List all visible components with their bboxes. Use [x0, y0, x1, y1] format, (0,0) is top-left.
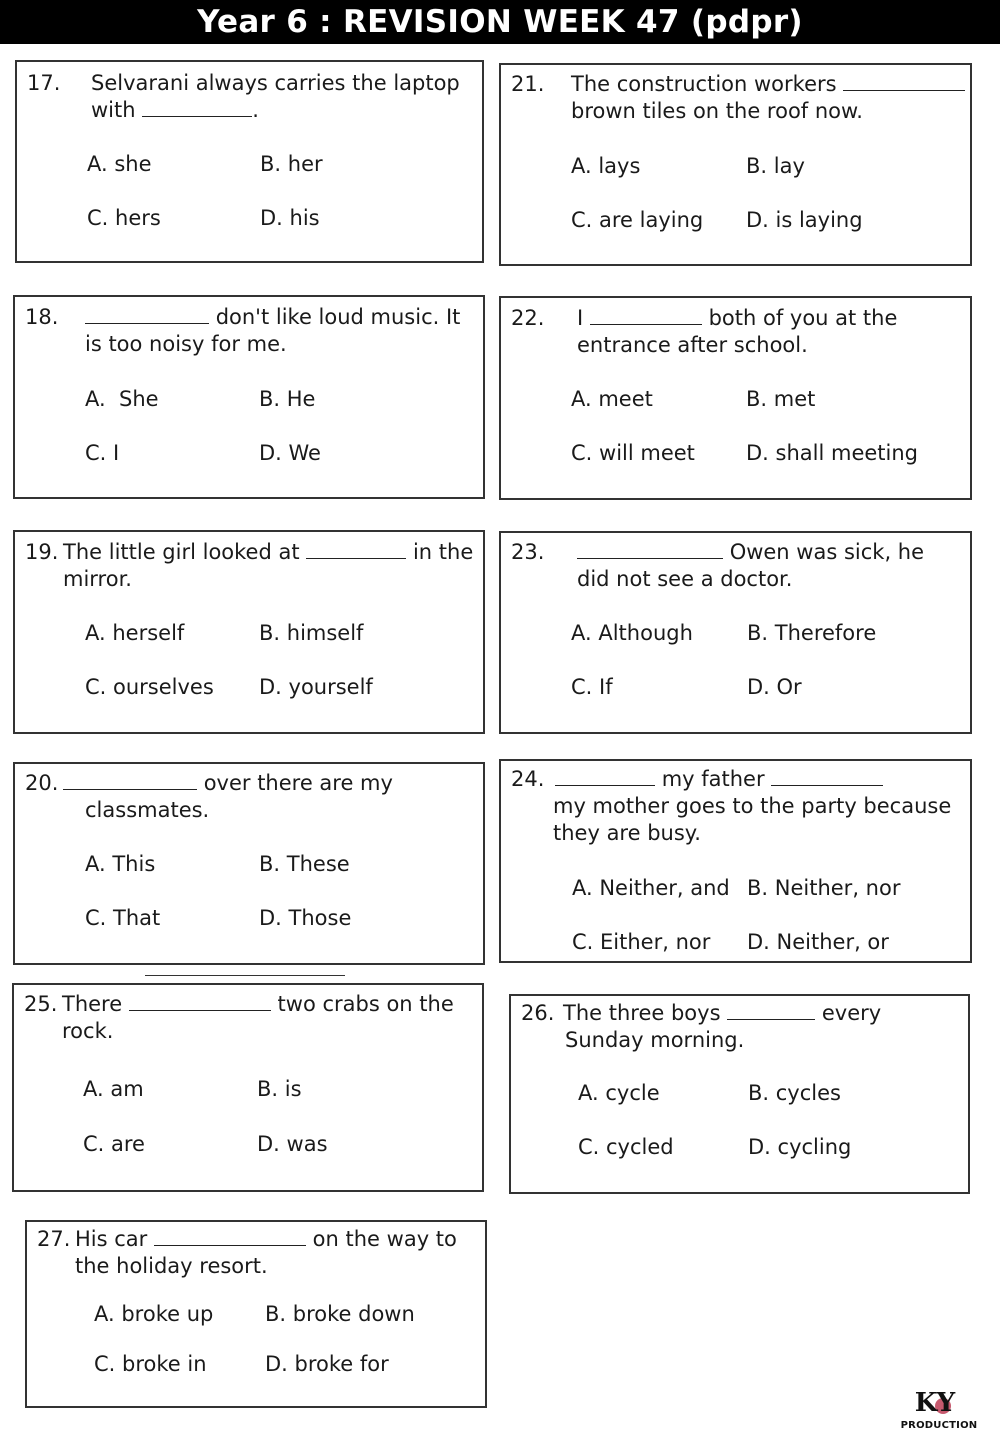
- option-b[interactable]: B. cycles: [748, 1081, 841, 1105]
- option-a[interactable]: A. meet: [571, 387, 653, 411]
- option-d[interactable]: D. shall meeting: [746, 441, 918, 465]
- option-c[interactable]: C. will meet: [571, 441, 695, 465]
- question-box-22: [499, 296, 972, 500]
- option-b[interactable]: B. met: [746, 387, 816, 411]
- option-c[interactable]: C. hers: [87, 206, 161, 230]
- question-number: 20.: [25, 771, 59, 795]
- question-number: 22.: [511, 306, 545, 330]
- option-c[interactable]: C. ourselves: [85, 675, 214, 699]
- question-line-1: over there are my: [203, 771, 393, 795]
- question-line-1: two crabs on the: [277, 992, 454, 1016]
- worksheet-title: Year 6 : REVISION WEEK 47 (pdpr): [0, 0, 1000, 44]
- question-number: 23.: [511, 540, 545, 564]
- question-box-24: [499, 759, 972, 963]
- question-text: [25, 770, 480, 824]
- question-line-1: every: [821, 1001, 882, 1025]
- question-line-2: rock.: [62, 1019, 114, 1043]
- question-number: 18.: [25, 305, 59, 329]
- option-c[interactable]: C. are: [83, 1132, 145, 1156]
- question-line-2: Sunday morning.: [565, 1028, 745, 1052]
- option-b[interactable]: B. Neither, nor: [747, 876, 901, 900]
- option-c[interactable]: C. If: [571, 675, 613, 699]
- option-d[interactable]: D. cycling: [748, 1135, 852, 1159]
- option-a[interactable]: A. Although: [571, 621, 693, 645]
- question-box-18: [13, 295, 485, 499]
- answer-blank: [154, 1229, 306, 1246]
- logo-mark: [913, 1386, 957, 1420]
- option-b[interactable]: B. He: [259, 387, 316, 411]
- option-c[interactable]: C. Either, nor: [572, 930, 711, 954]
- question-box-20: [13, 762, 485, 965]
- question-box-23: [499, 531, 972, 734]
- option-b[interactable]: B. himself: [259, 621, 364, 645]
- answer-blank: [142, 100, 252, 117]
- question-line-2: brown tiles on the roof now.: [571, 99, 863, 123]
- question-line-2: mirror.: [63, 567, 132, 591]
- question-text: [25, 304, 480, 358]
- answer-blank: [843, 74, 965, 91]
- question-line-1: don't like loud music. It: [215, 305, 461, 329]
- question-line-1: The construction workers: [571, 72, 837, 96]
- question-text: [511, 766, 966, 847]
- question-line-2: entrance after school.: [577, 333, 808, 357]
- question-pre: The little girl looked at: [63, 540, 300, 564]
- question-number: 17.: [27, 71, 61, 95]
- option-d[interactable]: D. is laying: [746, 208, 863, 232]
- logo-mark-text: KY: [914, 1388, 956, 1418]
- option-b[interactable]: B. lay: [746, 154, 805, 178]
- option-c[interactable]: C. cycled: [578, 1135, 674, 1159]
- answer-blank: [63, 773, 197, 790]
- logo-text: PRODUCTION: [900, 1420, 978, 1431]
- question-pre: There: [62, 992, 123, 1016]
- option-a[interactable]: A. herself: [85, 621, 185, 645]
- option-d[interactable]: D. We: [259, 441, 321, 465]
- divider-line: [145, 975, 345, 976]
- option-a[interactable]: A. cycle: [578, 1081, 660, 1105]
- question-number: 19.: [25, 540, 59, 564]
- question-number: 27.: [37, 1227, 71, 1251]
- answer-blank: [577, 542, 723, 559]
- question-line-2-tail: .: [252, 98, 259, 122]
- question-line-2: classmates.: [85, 798, 210, 822]
- question-number: 24.: [511, 767, 545, 791]
- answer-blank: [771, 769, 883, 786]
- option-b[interactable]: B. Therefore: [747, 621, 877, 645]
- question-line-2: is too noisy for me.: [85, 332, 287, 356]
- question-line-3: they are busy.: [553, 821, 701, 845]
- question-text: [511, 305, 966, 359]
- option-c[interactable]: C. broke in: [94, 1352, 207, 1376]
- question-line-1: in the: [412, 540, 474, 564]
- option-a[interactable]: A. This: [85, 852, 156, 876]
- answer-blank: [727, 1003, 815, 1020]
- answer-blank: [129, 994, 271, 1011]
- answer-blank: [555, 769, 655, 786]
- option-c[interactable]: C. I: [85, 441, 120, 465]
- option-c[interactable]: C. are laying: [571, 208, 704, 232]
- answer-blank: [590, 308, 702, 325]
- question-number: 21.: [511, 72, 545, 96]
- question-text: [37, 1226, 482, 1280]
- question-box-17: [15, 60, 484, 263]
- question-line-1: on the way to: [312, 1227, 457, 1251]
- option-a[interactable]: A. She: [85, 387, 159, 411]
- question-box-25: [12, 983, 484, 1192]
- question-line-2: the holiday resort.: [75, 1254, 268, 1278]
- question-box-21: [499, 63, 972, 266]
- question-text: [511, 71, 966, 125]
- question-line-2: with: [91, 98, 136, 122]
- answer-blank: [85, 307, 209, 324]
- question-text: [27, 70, 477, 124]
- option-d[interactable]: D. was: [257, 1132, 328, 1156]
- option-a[interactable]: A. broke up: [94, 1302, 214, 1326]
- option-a[interactable]: A. lays: [571, 154, 641, 178]
- option-b[interactable]: B. These: [259, 852, 350, 876]
- question-number: 25.: [24, 992, 58, 1016]
- question-line-1: Owen was sick, he: [729, 540, 925, 564]
- question-box-27: [25, 1220, 487, 1408]
- question-line-2: did not see a doctor.: [577, 567, 793, 591]
- option-d[interactable]: D. Neither, or: [747, 930, 889, 954]
- question-line-1: both of you at the: [708, 306, 898, 330]
- option-d[interactable]: D. Or: [747, 675, 802, 699]
- question-box-26: [509, 994, 970, 1194]
- question-line-1: my father: [661, 767, 765, 791]
- option-a[interactable]: A. she: [87, 152, 152, 176]
- option-d[interactable]: D. broke for: [265, 1352, 389, 1376]
- question-line-2: my mother goes to the party because: [553, 794, 952, 818]
- option-b[interactable]: B. is: [257, 1077, 302, 1101]
- question-pre: I: [577, 306, 584, 330]
- question-pre: The three boys: [563, 1001, 721, 1025]
- option-d[interactable]: D. his: [260, 206, 320, 230]
- answer-blank: [306, 542, 406, 559]
- question-text: [511, 539, 966, 593]
- option-b[interactable]: B. broke down: [265, 1302, 415, 1326]
- question-text: [521, 1000, 966, 1054]
- question-text: [25, 539, 480, 593]
- option-a[interactable]: A. Neither, and: [572, 876, 730, 900]
- question-text: [24, 991, 479, 1045]
- question-pre: His car: [75, 1227, 148, 1251]
- production-logo: [893, 1386, 985, 1436]
- question-box-19: [13, 530, 485, 734]
- option-b[interactable]: B. her: [260, 152, 323, 176]
- question-line-1: Selvarani always carries the laptop: [91, 71, 460, 95]
- option-c[interactable]: C. That: [85, 906, 161, 930]
- option-a[interactable]: A. am: [83, 1077, 144, 1101]
- option-d[interactable]: D. yourself: [259, 675, 373, 699]
- option-d[interactable]: D. Those: [259, 906, 352, 930]
- question-number: 26.: [521, 1001, 555, 1025]
